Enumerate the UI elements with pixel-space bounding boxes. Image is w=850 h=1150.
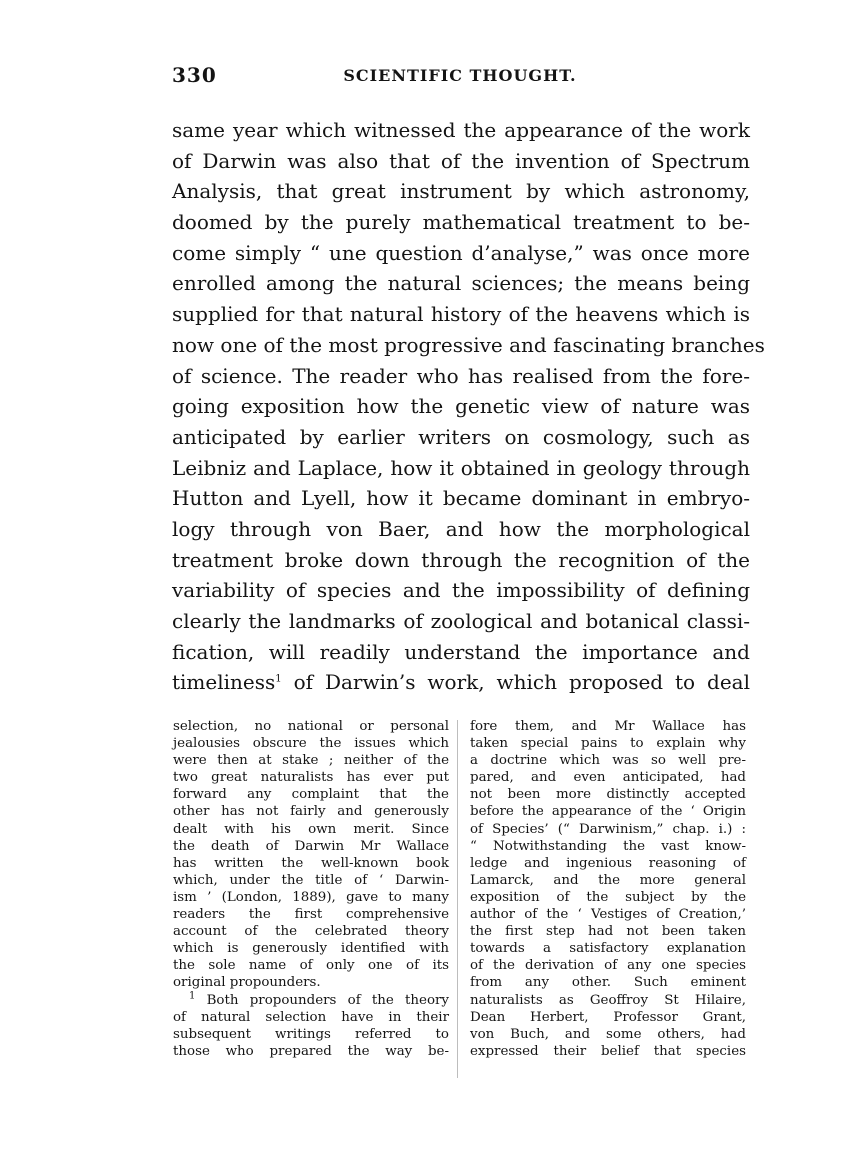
body-line: supplied for that natural history of the heavens which is — [172, 302, 750, 327]
footnote-line: taken special pains to explain why — [470, 736, 746, 752]
footnote-line: of Species’ (“ Darwinism,” chap. i.) : — [470, 821, 746, 837]
body-line: fication, will readily understand the importance and — [172, 639, 750, 664]
footnote-line: which, under the title of ‘ Darwin- — [173, 872, 449, 888]
footnote-line: forward any complaint that the — [173, 787, 449, 803]
footnote-line: account of the celebrated theory — [173, 924, 449, 940]
footnote-line: expressed their belief that species — [470, 1043, 746, 1059]
footnote-line: selection, no national or personal — [173, 719, 449, 734]
body-line: Analysis, that great instrument by which astronomy, — [172, 179, 750, 204]
body-text-fragment: of Darwin’s work, which proposed to deal — [281, 670, 750, 695]
footnote-line: dealt with his own merit. Since — [173, 821, 449, 837]
body-line-last — [172, 667, 750, 698]
footnotes-right-column — [470, 718, 746, 1060]
body-line: anticipated by earlier writers on cosmology, such as — [172, 424, 750, 449]
footnote-line: of the derivation of any one species — [470, 958, 746, 974]
footnote-line: exposition of the subject by the — [470, 889, 746, 905]
footnote-line: ledge and ingenious reasoning of — [470, 855, 746, 871]
body-line: treatment broke down through the recognition of the — [172, 547, 750, 572]
footnote-line: of natural selection have in their — [173, 1009, 449, 1025]
body-line: going exposition how the genetic view of nature was — [172, 394, 750, 419]
footnote-line: the death of Darwin Mr Wallace — [173, 838, 449, 854]
running-title: SCIENTIFIC THOUGHT. — [343, 66, 577, 85]
footnote-line: a doctrine which was so well pre- — [470, 753, 746, 769]
footnote-reference-marker: 1 — [275, 673, 282, 685]
body-line: Leibniz and Laplace, how it obtained in geology through — [172, 455, 750, 480]
body-line: Hutton and Lyell, how it became dominant in embryo- — [172, 486, 750, 511]
footnote-line: the first step had not been taken — [470, 924, 746, 940]
footnote-line: two great naturalists has ever put — [173, 770, 449, 786]
footnote-text: Both propounders of the theory — [195, 992, 449, 1008]
footnote-line: fore them, and Mr Wallace has — [470, 719, 746, 734]
body-line: doomed by the purely mathematical treatment to be- — [172, 210, 750, 235]
footnote-line: von Buch, and some others, had — [470, 1026, 746, 1042]
footnote-line: naturalists as Geoffroy St Hilaire, — [470, 992, 746, 1008]
body-line: clearly the landmarks of zoological and botanical classi- — [172, 609, 750, 633]
body-word: timeliness — [172, 670, 276, 695]
body-line: enrolled among the natural sciences; the means being — [172, 271, 750, 296]
body-line: of Darwin was also that of the invention of Spectrum — [172, 148, 750, 173]
footnote-line: those who prepared the way be- — [173, 1043, 449, 1059]
footnote-line: has written the well-known book — [173, 855, 449, 871]
footnotes-left-column — [173, 718, 449, 1060]
body-line: now one of the most progressive and fascinating branches — [172, 332, 765, 357]
footnote-line: were then at stake ; neither of the — [173, 753, 449, 769]
footnote-line: other has not fairly and generously — [173, 804, 449, 820]
body-line: variability of species and the impossibility of defining — [172, 578, 750, 603]
footnote-line: subsequent writings referred to — [173, 1026, 449, 1042]
footnote-line: Lamarck, and the more general — [470, 872, 746, 888]
body-line: same year which witnessed the appearance of the work — [172, 118, 750, 142]
footnote-line: pared, and even anticipated, had — [470, 770, 746, 786]
footnote-line: which is generously identified with — [173, 941, 449, 957]
footnote-line: not been more distinctly accepted — [470, 787, 746, 803]
page-header — [170, 63, 750, 89]
page-number: 330 — [172, 63, 217, 87]
body-line: of science. The reader who has realised from the fore- — [172, 363, 750, 388]
footnote-line: jealousies obscure the issues which — [173, 736, 449, 752]
body-line: logy through von Baer, and how the morphological — [172, 516, 750, 541]
footnote-1-start — [173, 992, 449, 1009]
footnote-line: “ Notwithstanding the vast know- — [470, 838, 746, 854]
footnote-line: towards a satisfactory explanation — [470, 941, 746, 957]
main-body-text — [172, 115, 765, 698]
footnote-line: the sole name of only one of its — [173, 958, 449, 974]
body-line: come simply “ une question d’analyse,” was once more — [172, 240, 750, 265]
footnote-line: readers the first comprehensive — [173, 907, 449, 923]
footnote-line: original propounders. — [173, 975, 321, 991]
footnote-marker: 1 — [189, 990, 196, 1002]
column-divider — [457, 720, 458, 1078]
footnote-line: ism ’ (London, 1889), gave to many — [173, 889, 449, 905]
footnote-line: from any other. Such eminent — [470, 975, 746, 991]
footnote-line: before the appearance of the ‘ Origin — [470, 804, 746, 820]
footnote-line: author of the ‘ Vestiges of Creation,’ — [470, 907, 746, 923]
footnote-line: Dean Herbert, Professor Grant, — [470, 1009, 746, 1025]
